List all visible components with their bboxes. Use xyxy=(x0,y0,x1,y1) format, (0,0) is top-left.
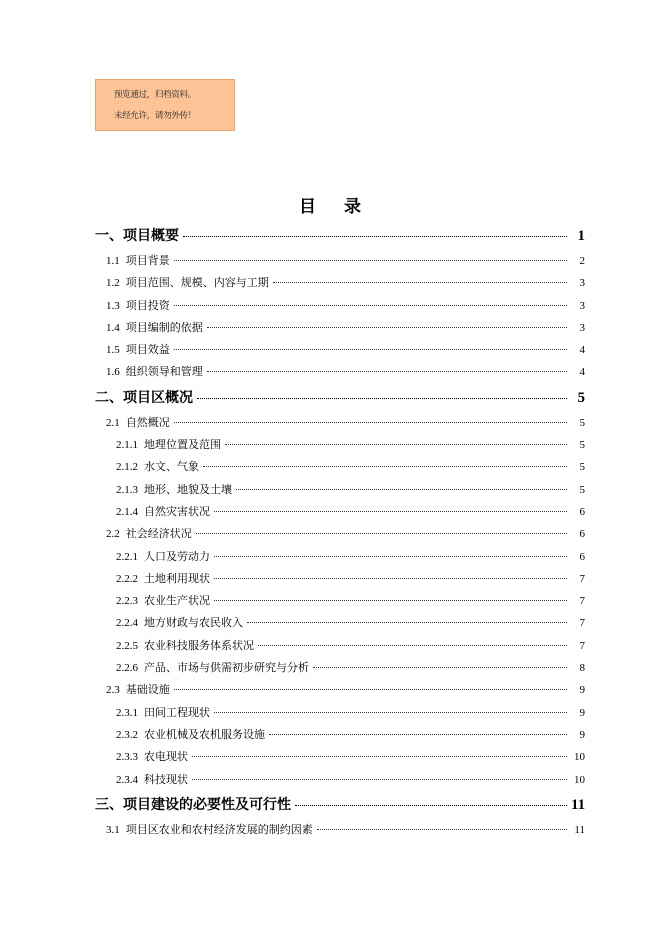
toc-dot-leader xyxy=(295,805,567,806)
toc-entry-number: 1.2 xyxy=(106,277,120,290)
notice-stamp xyxy=(95,79,235,131)
toc-entry[interactable] xyxy=(95,501,585,523)
toc-entry-page: 11 xyxy=(574,823,585,836)
toc-dot-leader xyxy=(214,511,567,512)
toc-entry-page: 9 xyxy=(579,728,585,741)
toc-entry-page: 10 xyxy=(574,751,585,764)
toc-entry-label: 地理位置及范围 xyxy=(144,438,221,452)
toc-entry[interactable] xyxy=(95,635,585,657)
toc-entry[interactable] xyxy=(95,724,585,746)
toc-entry-title xyxy=(106,295,170,317)
toc-entry[interactable] xyxy=(95,384,585,412)
toc-dot-leader xyxy=(203,466,567,467)
toc-entry-number: 2.2.2 xyxy=(116,572,138,585)
toc-entry-number: 3.1 xyxy=(106,823,120,836)
toc-entry-title xyxy=(116,769,188,791)
toc-entry-label: 科技现状 xyxy=(144,772,188,786)
toc-entry[interactable] xyxy=(95,295,585,317)
toc-entry[interactable] xyxy=(95,272,585,294)
toc-entry-page: 3 xyxy=(579,299,585,312)
toc-entry-label: 人口及劳动力 xyxy=(144,549,210,563)
toc-dot-leader xyxy=(174,305,567,306)
toc-dot-leader xyxy=(207,327,567,328)
toc-entry-page: 11 xyxy=(571,796,586,813)
toc-entry-page: 2 xyxy=(579,255,585,267)
toc-entry[interactable] xyxy=(95,746,585,768)
toc-entry-label: 自然灾害状况 xyxy=(144,504,210,518)
toc-entry[interactable] xyxy=(95,250,585,272)
toc-entry-number: 2.2.4 xyxy=(116,617,138,630)
toc-entry-number: 2.1.3 xyxy=(116,483,138,496)
toc-dot-leader xyxy=(317,829,567,830)
notice-line-1: 预览通过，归档资料。 xyxy=(114,90,197,100)
toc-dot-leader xyxy=(207,371,567,372)
toc-entry-page: 10 xyxy=(574,773,585,786)
toc-entry-number: 1.3 xyxy=(106,299,120,312)
toc-entry-page: 9 xyxy=(579,706,585,719)
toc-entry-page: 1 xyxy=(577,228,585,244)
toc-entry[interactable] xyxy=(95,568,585,590)
toc-entry-title xyxy=(116,612,243,634)
toc-entry-title xyxy=(116,501,210,523)
toc-entry[interactable] xyxy=(95,361,585,383)
toc-dot-leader xyxy=(197,398,567,399)
toc-entry[interactable] xyxy=(95,317,585,339)
toc-entry[interactable] xyxy=(95,791,585,819)
toc-entry-label: 三、项目建设的必要性及可行性 xyxy=(95,796,291,813)
toc-dot-leader xyxy=(174,689,567,690)
toc-entry[interactable] xyxy=(95,546,585,568)
toc-entry-label: 项目区农业和农村经济发展的制约因素 xyxy=(125,822,313,836)
toc-entry-label: 田间工程现状 xyxy=(144,705,210,719)
toc-entry[interactable] xyxy=(95,523,585,545)
toc-entry-page: 8 xyxy=(579,662,585,675)
toc-entry-label: 项目编制的依据 xyxy=(125,320,203,334)
toc-dot-leader xyxy=(192,756,567,757)
toc-entry-page: 7 xyxy=(579,572,585,585)
toc-entry-number: 2.2 xyxy=(106,528,120,541)
toc-entry-page: 5 xyxy=(579,439,585,452)
toc-entry-label: 项目投资 xyxy=(125,298,170,312)
toc-dot-leader xyxy=(214,712,567,713)
toc-entry-label: 地形、地貌及土壤 xyxy=(144,482,232,496)
toc-entry-label: 项目范围、规模、内容与工期 xyxy=(125,276,269,290)
toc-entry[interactable] xyxy=(95,679,585,701)
toc-entry-title xyxy=(106,272,269,294)
toc-dot-leader xyxy=(273,282,567,283)
toc-entry-number: 1.4 xyxy=(106,321,120,334)
toc-dot-leader xyxy=(174,422,567,423)
toc-entry-title xyxy=(116,657,309,679)
toc-entry-page: 6 xyxy=(579,505,585,518)
toc-title-part-1: 目 xyxy=(299,197,318,217)
toc-entry-title xyxy=(116,434,221,456)
toc-dot-leader xyxy=(214,578,567,579)
toc-entry-page: 3 xyxy=(579,277,585,290)
toc-entry-page: 5 xyxy=(579,416,585,429)
toc-entry-label: 产品、市场与供需初步研究与分析 xyxy=(144,661,309,675)
toc-dot-leader xyxy=(214,600,567,601)
toc-entry-title xyxy=(106,523,192,545)
toc-entry-number: 2.2.5 xyxy=(116,639,138,652)
toc-entry-page: 5 xyxy=(577,389,585,406)
toc-dot-leader xyxy=(174,349,567,350)
toc-entry-number: 1.1 xyxy=(106,255,120,267)
toc-entry-title xyxy=(116,746,188,768)
toc-entry-number: 2.1.4 xyxy=(116,505,138,518)
toc-entry[interactable] xyxy=(95,479,585,501)
toc-entry[interactable] xyxy=(95,412,585,434)
toc-entry-title xyxy=(106,361,203,383)
toc-entry-label: 社会经济状况 xyxy=(125,527,192,541)
toc-entry-title xyxy=(106,317,203,339)
toc-dot-leader xyxy=(214,556,567,557)
toc-entry-label: 二、项目区概况 xyxy=(95,389,193,406)
toc-entry-page: 6 xyxy=(579,550,585,563)
toc-entry-title xyxy=(116,546,210,568)
toc-entry-number: 2.3 xyxy=(106,684,120,697)
toc-entry[interactable] xyxy=(95,657,585,679)
toc-entry[interactable] xyxy=(95,819,585,841)
toc-entry[interactable] xyxy=(95,434,585,456)
toc-entry-label: 自然概况 xyxy=(125,415,170,429)
toc-entry-title xyxy=(95,222,179,250)
toc-entry-number: 2.1 xyxy=(106,416,120,429)
toc-dot-leader xyxy=(247,622,567,623)
toc-entry-page: 6 xyxy=(579,528,585,541)
toc-entry[interactable] xyxy=(95,222,585,250)
toc-entry-number: 1.5 xyxy=(106,344,120,357)
toc-entry-title xyxy=(95,384,193,412)
toc-entry-number: 2.2.1 xyxy=(116,550,138,563)
toc-entry-title xyxy=(116,724,265,746)
toc-entry-label: 一、项目概要 xyxy=(95,228,179,244)
toc-dot-leader xyxy=(258,645,567,646)
toc-dot-leader xyxy=(225,444,567,445)
table-of-contents xyxy=(95,222,585,841)
toc-entry-page: 5 xyxy=(579,461,585,474)
toc-entry-page: 4 xyxy=(579,344,585,357)
toc-entry-title xyxy=(116,479,232,501)
toc-entry-page: 4 xyxy=(579,366,585,379)
toc-entry[interactable] xyxy=(95,456,585,478)
toc-entry[interactable] xyxy=(95,702,585,724)
toc-entry-number: 2.3.1 xyxy=(116,706,138,719)
toc-dot-leader xyxy=(236,489,567,490)
toc-entry-page: 7 xyxy=(579,595,585,608)
toc-entry-title xyxy=(116,568,210,590)
toc-entry-label: 土地利用现状 xyxy=(144,571,210,585)
toc-entry-number: 2.2.6 xyxy=(116,662,138,675)
toc-entry-label: 组织领导和管理 xyxy=(125,365,203,379)
toc-dot-leader xyxy=(196,533,567,534)
toc-entry-page: 5 xyxy=(579,483,585,496)
toc-entry-page: 9 xyxy=(579,684,585,697)
toc-dot-leader xyxy=(174,260,567,261)
toc-entry-number: 2.2.3 xyxy=(116,595,138,608)
toc-entry-title xyxy=(106,250,170,272)
toc-entry[interactable] xyxy=(95,339,585,361)
toc-entry-label: 水文、气象 xyxy=(144,460,199,474)
toc-entry-page: 7 xyxy=(579,617,585,630)
toc-entry-title xyxy=(116,702,210,724)
toc-entry-page: 3 xyxy=(579,321,585,334)
toc-entry-title xyxy=(106,412,170,434)
toc-entry-number: 1.6 xyxy=(106,366,120,379)
toc-entry-number: 2.3.3 xyxy=(116,751,138,764)
toc-entry-title xyxy=(116,456,199,478)
toc-entry[interactable] xyxy=(95,769,585,791)
toc-entry-label: 项目效益 xyxy=(125,343,170,357)
toc-entry[interactable] xyxy=(95,590,585,612)
toc-dot-leader xyxy=(313,667,567,668)
toc-entry-label: 农业生产状况 xyxy=(144,594,210,608)
toc-entry-number: 2.1.1 xyxy=(116,439,138,452)
toc-entry-title xyxy=(106,679,170,701)
toc-entry-label: 项目背景 xyxy=(125,254,170,267)
toc-entry-label: 农业机械及农机服务设施 xyxy=(144,727,265,741)
toc-entry-number: 2.1.2 xyxy=(116,461,138,474)
toc-entry-label: 地方财政与农民收入 xyxy=(144,616,243,630)
toc-entry-page: 7 xyxy=(579,639,585,652)
toc-entry-label: 农电现状 xyxy=(144,750,188,764)
toc-dot-leader xyxy=(183,236,567,237)
toc-entry-label: 基础设施 xyxy=(125,683,170,697)
toc-title-part-2: 录 xyxy=(344,197,363,217)
toc-entry-number: 2.3.4 xyxy=(116,773,138,786)
notice-line-2: 未经允许，请勿外传！ xyxy=(114,111,197,121)
toc-entry-label: 农业科技服务体系状况 xyxy=(144,638,254,652)
toc-entry-title xyxy=(106,339,170,361)
toc-title xyxy=(0,192,662,217)
toc-entry-number: 2.3.2 xyxy=(116,728,138,741)
toc-dot-leader xyxy=(269,734,567,735)
toc-entry-title xyxy=(116,590,210,612)
toc-dot-leader xyxy=(192,779,567,780)
toc-entry-title xyxy=(106,819,313,841)
toc-entry-title xyxy=(116,635,254,657)
toc-entry[interactable] xyxy=(95,612,585,634)
toc-entry-title xyxy=(95,791,291,819)
